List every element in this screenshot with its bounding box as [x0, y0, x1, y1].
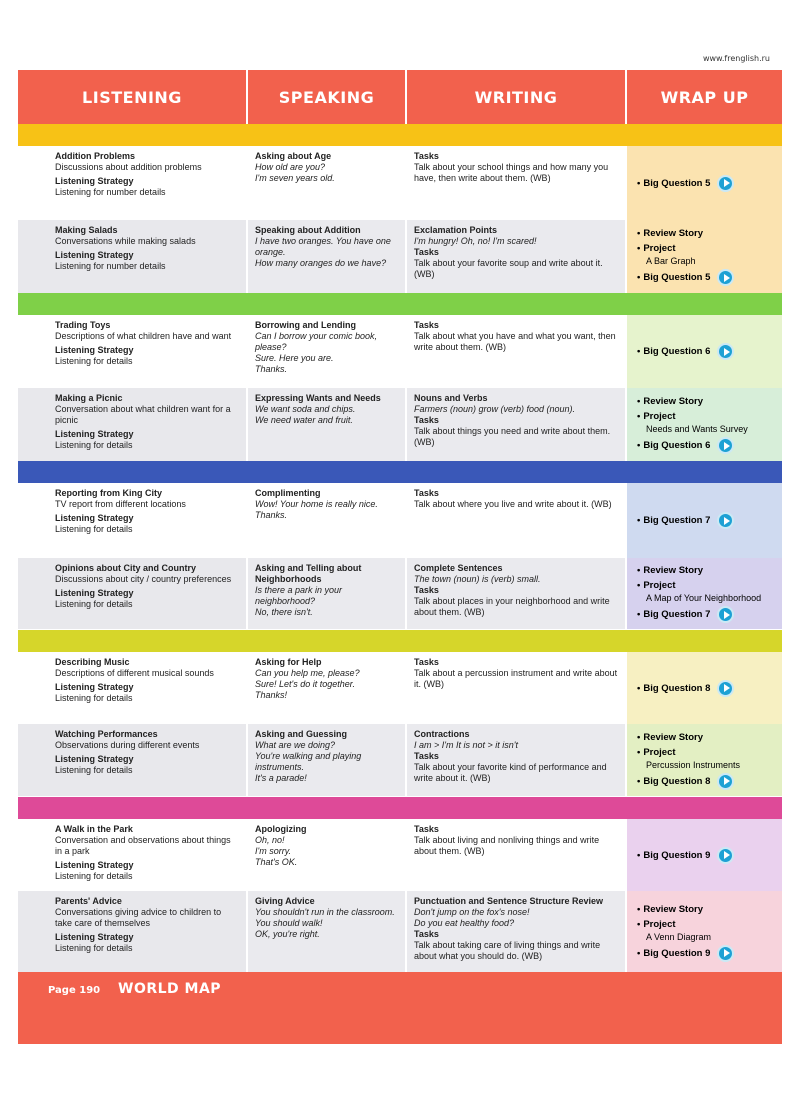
writing-heading: Complete Sentences [414, 563, 503, 573]
writing-cell [407, 819, 625, 891]
header-listening: LISTENING [82, 87, 182, 107]
lesson-description: Discussions about city / country preferences [55, 574, 232, 584]
wrap-up-cell [627, 483, 782, 558]
writing-cell [407, 220, 625, 293]
table-row [18, 483, 782, 558]
wrap-up-cell [627, 388, 782, 461]
wrap-up-cell [627, 652, 782, 724]
column-divider [246, 819, 248, 891]
column-divider [625, 819, 627, 891]
bullet: • [637, 411, 641, 422]
speaking-line: Can I borrow your comic book, please? [255, 331, 378, 352]
project-heading [637, 919, 782, 930]
speaking-line: Is there a park in your neighborhood? [255, 585, 343, 606]
wrap-up-cell [627, 819, 782, 891]
lesson-title: Making a Picnic [55, 393, 123, 403]
footer-bar [18, 972, 782, 1044]
writing-heading: Nouns and Verbs [414, 393, 488, 403]
lesson-title: Reporting from King City [55, 488, 162, 498]
speaking-cell [248, 146, 405, 220]
speaking-line: Oh, no! [255, 835, 285, 845]
writing-text: Talk about where you live and write about it. (WB) [414, 499, 612, 509]
review-story [637, 732, 782, 743]
bullet: • [637, 775, 641, 787]
column-divider [246, 483, 248, 558]
strategy-label: Listening Strategy [55, 682, 134, 692]
listening-cell [18, 220, 246, 293]
column-divider [405, 558, 407, 629]
review-story [637, 565, 782, 576]
lesson-description: Descriptions of different musical sounds [55, 668, 214, 678]
strategy-label: Listening Strategy [55, 429, 134, 439]
column-divider [405, 388, 407, 461]
big-question-label: Big Question 9 [643, 849, 711, 861]
writing-cell [407, 388, 625, 461]
writing-cell [407, 724, 625, 796]
column-divider [405, 891, 407, 973]
writing-heading: Tasks [414, 320, 439, 330]
listening-cell [18, 652, 246, 724]
speaking-line: You're walking and playing instruments. [255, 751, 362, 772]
bullet: • [637, 746, 641, 758]
speaking-cell [248, 891, 405, 973]
unit-color-band [18, 293, 782, 315]
bullet: • [637, 849, 641, 861]
table-row [18, 819, 782, 891]
strategy-text: Listening for details [55, 599, 133, 609]
big-question-label: Big Question 9 [643, 947, 711, 959]
writing-heading: Tasks [414, 585, 439, 595]
listening-cell [18, 819, 246, 891]
writing-heading: Tasks [414, 824, 439, 834]
bullet: • [637, 565, 641, 576]
writing-cell [407, 891, 625, 973]
writing-heading: Tasks [414, 415, 439, 425]
writing-cell [407, 558, 625, 629]
speaking-title: Giving Advice [255, 896, 315, 906]
play-icon[interactable] [717, 680, 734, 697]
speaking-title: Expressing Wants and Needs [255, 393, 381, 403]
bullet: • [637, 580, 641, 591]
lesson-title: A Walk in the Park [55, 824, 133, 834]
big-question-label: Big Question 7 [643, 609, 711, 620]
table-row [18, 388, 782, 461]
speaking-line: I'm seven years old. [255, 173, 335, 183]
speaking-title: Asking and Telling about Neighborhoods [255, 563, 362, 584]
bullet: • [637, 609, 641, 620]
lesson-description: Conversation about what children want for a picnic [55, 404, 231, 425]
strategy-text: Listening for details [55, 524, 133, 534]
writing-heading: Exclamation Points [414, 225, 498, 235]
project-name: A Venn Diagram [646, 931, 712, 942]
bullet: • [637, 947, 641, 959]
lesson-description: Observations during different events [55, 740, 200, 750]
column-divider [625, 558, 627, 629]
writing-text: The town (noun) is (verb) small. [414, 574, 541, 584]
speaking-line: Can you help me, please? [255, 668, 360, 678]
column-divider [246, 388, 248, 461]
column-divider [405, 724, 407, 796]
column-divider [246, 315, 248, 388]
play-icon[interactable] [717, 437, 734, 454]
speaking-cell [248, 220, 405, 293]
lesson-title: Watching Performances [55, 729, 158, 739]
big-question-link[interactable] [637, 175, 782, 192]
review-story-label: Review Story [643, 903, 703, 915]
speaking-line: Thanks. [255, 364, 288, 374]
speaking-line: How old are you? [255, 162, 326, 172]
column-divider [625, 652, 627, 724]
column-divider [625, 146, 627, 220]
big-question-label: Big Question 5 [643, 177, 711, 189]
project-label: Project [643, 580, 676, 591]
speaking-line: We want soda and chips. [255, 404, 356, 414]
writing-text: Do you eat healthy food? [414, 918, 515, 928]
review-story-label: Review Story [643, 228, 703, 239]
strategy-label: Listening Strategy [55, 345, 134, 355]
column-divider [246, 724, 248, 796]
lesson-description: Conversations while making salads [55, 236, 196, 246]
listening-cell [18, 146, 246, 220]
unit-color-band [18, 630, 782, 652]
column-divider [405, 483, 407, 558]
big-question-label: Big Question 7 [643, 515, 711, 526]
site-url: www.frenglish.ru [702, 54, 770, 63]
writing-heading: Tasks [414, 151, 439, 161]
project-name: A Map of Your Neighborhood [646, 593, 762, 603]
strategy-label: Listening Strategy [55, 932, 134, 942]
page-number: Page 190 [48, 985, 101, 996]
speaking-title: Apologizing [255, 824, 307, 834]
big-question-link[interactable] [637, 269, 782, 286]
writing-heading: Tasks [414, 751, 439, 761]
speaking-cell [248, 724, 405, 796]
project-label: Project [643, 918, 676, 930]
play-icon[interactable] [717, 175, 734, 192]
wrap-up-cell [627, 724, 782, 796]
writing-text: Talk about what you have and what you want, then write about them. (WB) [414, 331, 616, 352]
play-icon[interactable] [717, 269, 734, 286]
table-row [18, 652, 782, 724]
project-heading [637, 243, 782, 254]
strategy-label: Listening Strategy [55, 754, 134, 764]
strategy-label: Listening Strategy [55, 513, 134, 523]
bullet: • [637, 440, 641, 451]
listening-cell [18, 558, 246, 629]
bullet: • [637, 396, 641, 407]
speaking-line: You should walk! [255, 918, 323, 928]
speaking-title: Complimenting [255, 488, 321, 498]
review-story-label: Review Story [643, 565, 703, 576]
strategy-text: Listening for details [55, 765, 133, 775]
speaking-title: Asking about Age [255, 151, 332, 161]
big-question-link[interactable] [637, 437, 782, 454]
speaking-title: Asking for Help [255, 657, 322, 667]
writing-heading: Punctuation and Sentence Structure Review [414, 896, 604, 906]
writing-heading: Tasks [414, 929, 439, 939]
strategy-label: Listening Strategy [55, 250, 134, 260]
table-row [18, 891, 782, 973]
review-story [637, 396, 782, 407]
big-question-link[interactable] [637, 945, 782, 962]
speaking-line: Wow! Your home is really nice. [255, 499, 378, 509]
project-label: Project [643, 746, 676, 758]
listening-cell [18, 891, 246, 973]
lesson-description: Conversation and observations about things in a park [55, 835, 231, 856]
speaking-line: No, there isn't. [255, 607, 313, 617]
play-icon[interactable] [717, 847, 734, 864]
speaking-title: Asking and Guessing [255, 729, 348, 739]
strategy-text: Listening for details [55, 693, 133, 703]
strategy-label: Listening Strategy [55, 588, 134, 598]
column-divider [625, 724, 627, 796]
strategy-label: Listening Strategy [55, 176, 134, 186]
writing-text: Don't jump on the fox's nose! [414, 907, 530, 917]
header-speaking: SPEAKING [278, 87, 375, 107]
writing-heading: Contractions [414, 729, 470, 739]
listening-cell [18, 388, 246, 461]
speaking-cell [248, 315, 405, 388]
writing-cell [407, 146, 625, 220]
lesson-description: Descriptions of what children have and want [55, 331, 232, 341]
project-label: Project [643, 243, 676, 254]
writing-text: I'm hungry! Oh, no! I'm scared! [414, 236, 537, 246]
bullet: • [637, 903, 641, 915]
speaking-line: OK, you're right. [255, 929, 320, 939]
wrap-up-cell [627, 220, 782, 293]
header-wrap-up: WRAP UP [660, 87, 749, 107]
strategy-text: Listening for details [55, 943, 133, 953]
table-row [18, 724, 782, 796]
bullet: • [637, 243, 641, 254]
big-question-label: Big Question 5 [643, 272, 711, 283]
speaking-cell [248, 652, 405, 724]
column-divider [405, 819, 407, 891]
project-name: A Bar Graph [646, 256, 696, 266]
big-question-label: Big Question 8 [643, 682, 711, 694]
speaking-cell [248, 819, 405, 891]
big-question-label: Big Question 6 [643, 346, 711, 357]
writing-heading: Tasks [414, 657, 439, 667]
big-question-label: Big Question 8 [643, 775, 711, 787]
speaking-line: You shouldn't run in the classroom. [255, 907, 395, 917]
column-divider [405, 315, 407, 388]
play-icon[interactable] [717, 606, 734, 623]
speaking-line: Thanks! [255, 690, 288, 700]
wrap-up-cell [627, 891, 782, 973]
column-divider [405, 220, 407, 293]
big-question-label: Big Question 6 [643, 440, 711, 451]
column-divider [625, 315, 627, 388]
review-story [637, 904, 782, 915]
lesson-title: Addition Problems [55, 151, 136, 161]
column-divider [405, 146, 407, 220]
strategy-text: Listening for details [55, 871, 133, 881]
unit-color-band [18, 124, 782, 146]
bullet: • [637, 177, 641, 189]
writing-text: Talk about places in your neighborhood and write about them. (WB) [414, 596, 610, 617]
table-row [18, 146, 782, 220]
column-divider [405, 652, 407, 724]
listening-cell [18, 483, 246, 558]
table-row [18, 558, 782, 629]
unit-color-band [18, 461, 782, 483]
table-row [18, 315, 782, 388]
writing-text: Talk about your favorite soup and write about it. (WB) [414, 258, 603, 279]
column-divider [246, 558, 248, 629]
speaking-line: That's OK. [255, 857, 298, 867]
writing-heading: Tasks [414, 488, 439, 498]
strategy-text: Listening for number details [55, 261, 166, 271]
listening-cell [18, 724, 246, 796]
column-divider [246, 652, 248, 724]
play-icon[interactable] [717, 945, 734, 962]
table-row [18, 220, 782, 293]
play-icon[interactable] [717, 773, 734, 790]
listening-cell [18, 315, 246, 388]
review-story [637, 228, 782, 239]
big-question-link[interactable] [637, 680, 782, 697]
lesson-title: Describing Music [55, 657, 130, 667]
bullet: • [637, 682, 641, 694]
lesson-description: Discussions about addition problems [55, 162, 202, 172]
strategy-text: Listening for details [55, 440, 133, 450]
writing-heading: Tasks [414, 247, 439, 257]
header-writing: WRITING [474, 87, 558, 107]
writing-text: Talk about things you need and write about them. (WB) [414, 426, 611, 447]
bullet: • [637, 272, 641, 283]
strategy-text: Listening for number details [55, 187, 166, 197]
bullet: • [637, 346, 641, 357]
wrap-up-cell [627, 146, 782, 220]
lesson-title: Parents' Advice [55, 896, 122, 906]
column-divider [246, 146, 248, 220]
bullet: • [637, 918, 641, 930]
play-icon[interactable] [717, 512, 734, 529]
footer-title: WORLD MAP [118, 981, 222, 997]
review-story-label: Review Story [643, 396, 703, 407]
big-question-link[interactable] [637, 773, 782, 790]
bullet: • [637, 731, 641, 743]
writing-text: Talk about your favorite kind of performance and write about it. (WB) [414, 762, 607, 783]
writing-text: Farmers (noun) grow (verb) food (noun). [414, 404, 576, 414]
lesson-description: Conversations giving advice to children to take care of themselves [55, 907, 222, 928]
speaking-line: I have two oranges. You have one orange. [255, 236, 391, 257]
project-heading [637, 580, 782, 591]
speaking-title: Speaking about Addition [255, 225, 361, 235]
project-name: Percussion Instruments [646, 759, 741, 770]
writing-text: Talk about living and nonliving things and write about them. (WB) [414, 835, 600, 856]
column-divider [625, 388, 627, 461]
big-question-link[interactable] [637, 606, 782, 623]
speaking-cell [248, 483, 405, 558]
writing-text: Talk about taking care of living things and write about what you should do. (WB) [414, 940, 601, 961]
speaking-line: We need water and fruit. [255, 415, 353, 425]
big-question-link[interactable] [637, 847, 782, 864]
column-header-bar [18, 70, 782, 124]
big-question-link[interactable] [637, 512, 782, 529]
unit-color-band [18, 797, 782, 819]
lesson-description: TV report from different locations [55, 499, 186, 509]
lesson-title: Opinions about City and Country [55, 563, 196, 573]
column-divider [625, 220, 627, 293]
lesson-title: Making Salads [55, 225, 118, 235]
play-icon[interactable] [717, 343, 734, 360]
writing-cell [407, 652, 625, 724]
speaking-line: It's a parade! [255, 773, 307, 783]
speaking-line: How many oranges do we have? [255, 258, 387, 268]
project-label: Project [643, 411, 676, 422]
speaking-title: Borrowing and Lending [255, 320, 356, 330]
speaking-cell [248, 388, 405, 461]
speaking-line: I'm sorry. [255, 846, 292, 856]
big-question-link[interactable] [637, 343, 782, 360]
speaking-line: Sure! Let's do it together. [255, 679, 355, 689]
strategy-label: Listening Strategy [55, 860, 134, 870]
bullet: • [637, 228, 641, 239]
column-divider [246, 220, 248, 293]
column-divider [625, 483, 627, 558]
writing-text: Talk about a percussion instrument and write about it. (WB) [414, 668, 618, 689]
speaking-cell [248, 558, 405, 629]
writing-text: Talk about your school things and how many you have, then write about them. (WB) [414, 162, 609, 183]
strategy-text: Listening for details [55, 356, 133, 366]
column-divider [625, 891, 627, 973]
speaking-line: What are we doing? [255, 740, 336, 750]
writing-text: I am > I'm It is not > it isn't [414, 740, 518, 750]
speaking-line: Thanks. [255, 510, 288, 520]
wrap-up-cell [627, 558, 782, 629]
writing-cell [407, 315, 625, 388]
project-heading [637, 747, 782, 758]
writing-cell [407, 483, 625, 558]
review-story-label: Review Story [643, 731, 703, 743]
bullet: • [637, 515, 641, 526]
lesson-title: Trading Toys [55, 320, 111, 330]
project-heading [637, 411, 782, 422]
wrap-up-cell [627, 315, 782, 388]
project-name: Needs and Wants Survey [646, 424, 748, 434]
column-divider [246, 891, 248, 973]
speaking-line: Sure. Here you are. [255, 353, 334, 363]
